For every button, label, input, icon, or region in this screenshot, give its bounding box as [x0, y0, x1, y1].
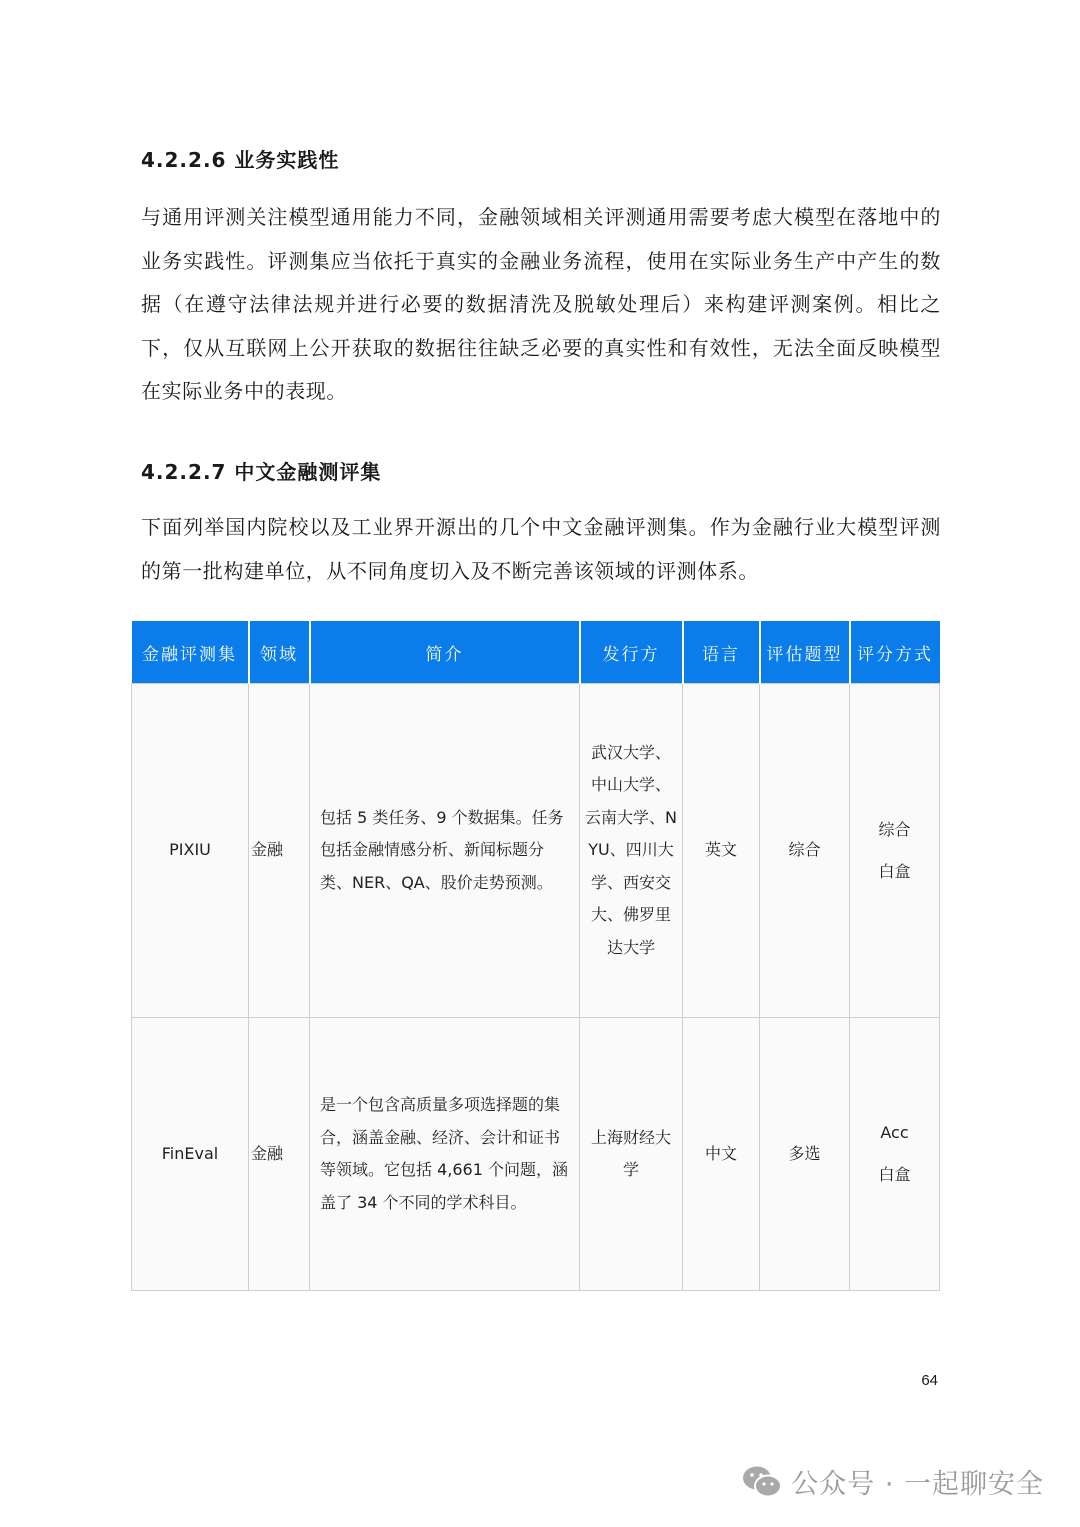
cell-intro: 包括 5 类任务、9 个数据集。任务包括金融情感分析、新闻标题分类、NER、QA、股价走势预测。: [310, 684, 580, 1018]
cell-domain: 金融: [249, 1018, 310, 1291]
header-cell-scoring: 评分方式: [850, 621, 940, 684]
scoring-box-type: 白盒: [878, 861, 911, 881]
cell-publisher: 武汉大学、中山大学、云南大学、NYU、四川大学、西安交大、佛罗里达大学: [580, 684, 683, 1018]
header-cell-publisher: 发行方: [580, 621, 683, 684]
watermark: [741, 1462, 1044, 1501]
header-cell-question-type: 评估题型: [760, 621, 850, 684]
section-paragraph-business-practice: 与通用评测关注模型通用能力不同，金融领域相关评测通用需要考虑大模型在落地中的业务实践性。评测集应当依托于真实的金融业务流程，使用在实际业务生产中产生的数据（在遵守法律法规并进行必要的数据清洗及脱敏处理后）来构建评测案例。相比之下，仅从互联网上公开获取的数据往往缺乏必要的真实性和有效性，无法全面反映模型在实际业务中的表现。: [141, 205, 941, 403]
section-heading-4-2-2-7: 4.2.2.7 中文金融测评集: [141, 460, 382, 484]
header-cell-benchmark: 金融评测集: [132, 621, 249, 684]
cell-language: 英文: [683, 684, 760, 1018]
cell-benchmark-name: FinEval: [132, 1018, 249, 1291]
cell-question-type: 多选: [760, 1018, 850, 1291]
watermark-text: 公众号 · 一起聊安全: [791, 1469, 1044, 1500]
cell-question-type: 综合: [760, 684, 850, 1018]
scoring-box-type: 白盒: [878, 1165, 911, 1184]
table-row: [132, 1018, 940, 1291]
cell-scoring: [850, 1018, 940, 1291]
financial-benchmark-table: [131, 621, 940, 1291]
cell-intro: 是一个包含高质量多项选择题的集合，涵盖金融、经济、会计和证书等领域。它包括 4,661 个问题，涵盖了 34 个不同的学术科目。: [310, 1018, 580, 1291]
page-number: 64: [921, 1372, 938, 1389]
wechat-icon: [741, 1464, 783, 1500]
section-paragraph-financial-benchmarks: 下面列举国内院校以及工业界开源出的几个中文金融评测集。作为金融行业大模型评测的第一批构建单位，从不同角度切入及不断完善该领域的评测体系。: [141, 515, 941, 583]
cell-benchmark-name: PIXIU: [132, 684, 249, 1018]
section-heading-4-2-2-6: 4.2.2.6 业务实践性: [141, 148, 340, 172]
cell-domain: 金融: [249, 684, 310, 1018]
header-cell-domain: 领域: [249, 621, 310, 684]
table-row: [132, 684, 940, 1018]
header-cell-language: 语言: [683, 621, 760, 684]
cell-publisher: 上海财经大学: [580, 1018, 683, 1291]
cell-scoring: [850, 684, 940, 1018]
header-cell-intro: 简介: [310, 621, 580, 684]
table-header-row: [132, 621, 940, 684]
cell-language: 中文: [683, 1018, 760, 1291]
scoring-method: 综合: [878, 819, 911, 839]
scoring-method: Acc: [880, 1123, 909, 1142]
